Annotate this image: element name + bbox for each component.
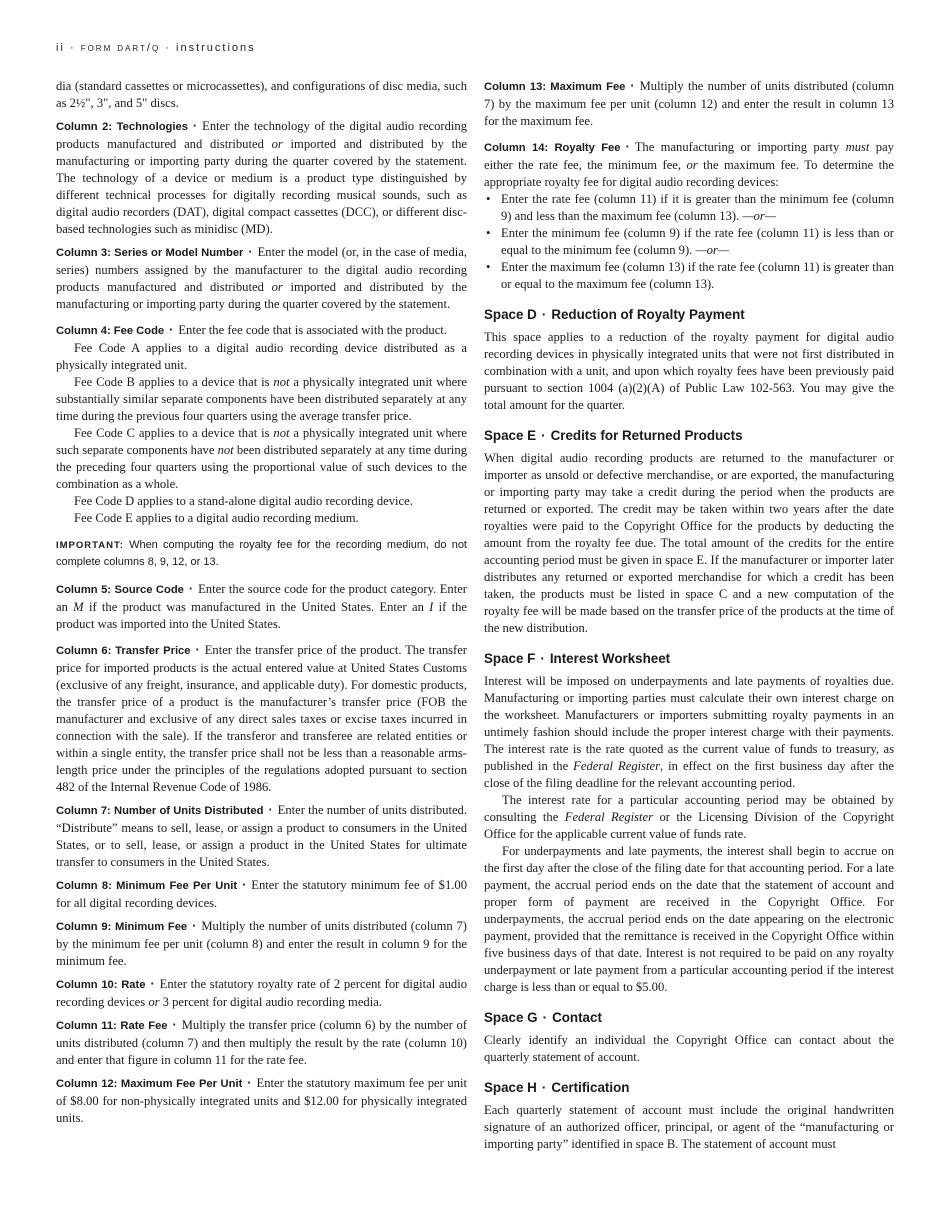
- important-note: IMPORTANT: When computing the royalty fee for the recording medium, do not complete columns 8, 9, 12, or 13.: [56, 539, 467, 568]
- column-7-entry: Column 7: Number of Units Distributed · Enter the number of units distributed. “Distribute” means to sell, lease, or assign a product to consumers in the United States, or to sell, lease, or assign a product in the United States for ultimate transfer to consumers in the United States.: [56, 803, 468, 869]
- fee-code-e: Fee Code E applies to a digital audio recording medium.: [74, 511, 359, 525]
- important-label: IMPORTANT:: [56, 540, 124, 551]
- column-9-label: Column 9: Minimum Fee: [56, 921, 188, 933]
- space-d-text: This space applies to a reduction of the royalty payment for digital audio recording devices in physically integrated units that were not first distributed in combination with a unit, and upon which royalty fees have been previously paid pursuant to section 1004 (a)(2)(A) of Public Law 102-563. You may give the total amount for the quarter.: [484, 330, 894, 412]
- column-14-label: Column 14: Royalty Fee: [484, 142, 621, 154]
- column-11-label: Column 11: Rate Fee: [56, 1020, 168, 1032]
- fee-code-d: Fee Code D applies to a stand-alone digital audio recording device.: [74, 494, 413, 508]
- column-14-entry: Column 14: Royalty Fee · The manufacturing or importing party must pay either the rate fee, the minimum fee, or the maximum fee. To determine the appropriate royalty fee for digital audio recording devices: • Enter the rate fee (column 11) if it is greater than the minimum fee (column 9) and less than the maximum fee (column 13). —or— • Enter the minimum fee (column 9) if the rate fee (column 11) is less than or equal to the minimum fee (column 9). —or— • Enter the maximum fee (column 13) if the rate fee (column 11) is greater than or equal to the maximum fee (column 13).: [484, 139, 894, 293]
- fee-code-c: Fee Code C applies to a device that is not a physically integrated unit where such separate components have not been distributed separately at any time during the preceding four quarters using the proportional value of such devices to the combination as a whole.: [56, 426, 467, 491]
- column-4-label: Column 4: Fee Code: [56, 325, 165, 337]
- column-3-entry: Column 3: Series or Model Number · Enter the model (or, in the case of media, series) numbers assigned by the manufacturer to the digital audio recording products manufactured and distributed or imported and distributed by the manufacturing or importing party during the quarter covered by the statement.: [56, 245, 467, 311]
- column-3-label: Column 3: Series or Model Number: [56, 247, 244, 259]
- column-7-label: Column 7: Number of Units Distributed: [56, 805, 264, 817]
- page-number: ii: [56, 42, 65, 54]
- column-13-label: Column 13: Maximum Fee: [484, 81, 626, 93]
- column-5-label: Column 5: Source Code: [56, 584, 184, 596]
- column-4-entry: Column 4: Fee Code · Enter the fee code that is associated with the product. Fee Code A applies to a digital audio recording device distributed as a physically integrated unit. Fee Code B applies to a device that is not a physically integrated unit where substantially similar separate components have been distributed separately at any time during the previous four quarters using the average transfer price. Fee Code C applies to a device that is not a physically integrated unit where such separate components have not been distributed separately at any time during the preceding four quarters using the proportional value of such devices to the combination as a whole. Fee Code D applies to a stand-alone digital audio recording device. Fee Code E applies to a digital audio recording medium.: [56, 323, 467, 525]
- column-2-label: Column 2: Technologies: [56, 121, 188, 133]
- column-8-label: Column 8: Minimum Fee Per Unit: [56, 880, 238, 892]
- list-item: • Enter the minimum fee (column 9) if the rate fee (column 11) is less than or equal to the minimum fee (column 9). —or—: [484, 225, 894, 259]
- space-f-para-2: The interest rate for a particular accounting period may be obtained by consulting the Federal Register or the Licensing Division of the Copyright Office for the applicable current value of funds rate.: [484, 793, 894, 841]
- list-item: • Enter the rate fee (column 11) if it is greater than the minimum fee (column 9) and less than the maximum fee (column 13). —or—: [484, 191, 894, 225]
- running-head: ii · form dart/q · instructions: [56, 42, 256, 54]
- column-8-entry: Column 8: Minimum Fee Per Unit · Enter the statutory minimum fee of $1.00 for all digital recording devices.: [56, 878, 467, 910]
- column-10-label: Column 10: Rate: [56, 979, 146, 991]
- space-g-heading: Space G · Contact: [484, 1010, 602, 1025]
- space-h-heading: Space H · Certification: [484, 1080, 630, 1095]
- right-column: [484, 78, 894, 1153]
- space-f-para-3: For underpayments and late payments, the interest shall begin to accrue on the first day after the close of the filing date for that accounting period. For a late payment, the accrual period ends on the date that the statement of account and proper form of payment are received in the Copyright Office. For underpayments, the accrual period ends on the date appearing on the electronic payment, provided that the remittance is received in the Copyright Office within five business days of that date. Interest is not required to be paid on any royalty underpayment or late payment from a particular accounting period if the interest charge is less than or equal to $5.00.: [484, 844, 894, 994]
- column-9-entry: Column 9: Minimum Fee · Multiply the number of units distributed (column 7) by the minimum fee per unit (column 8) and enter the result in column 9 for the minimum fee.: [56, 919, 467, 968]
- column-12-label: Column 12: Maximum Fee Per Unit: [56, 1078, 243, 1090]
- royalty-fee-rules: [484, 191, 894, 293]
- intro-continuation: dia (standard cassettes or microcassettes), and configurations of disc media, such as 2½", 3", and 5" discs.: [56, 79, 467, 110]
- column-10-entry: Column 10: Rate · Enter the statutory royalty rate of 2 percent for digital audio recording devices or 3 percent for digital audio recording media.: [56, 977, 467, 1009]
- column-2-entry: Column 2: Technologies · Enter the technology of the digital audio recording products manufactured and distributed or imported and distributed by the manufacturing or importing party during the quarter covered by the statement. The technology of a device or medium is a product type distinguished by different technical processes for digitally recording musical sounds, such as digital audio recorders (DAT), digital compact cassettes (DCC), or different disc-based technologies such as minidisc (MD).: [56, 119, 467, 236]
- section-title: instructions: [176, 42, 256, 54]
- space-e-text: When digital audio recording products are returned to the manufacturer or importer as unsold or defective merchandise, or are exported, the manufacturing or importing party may take a credit during the period when the products are returned or exported. The credit may be taken within two years after the date royalties were paid to the Copyright Office for the products by deducting the amount from the royalty fee due. The total amount of the credits for the entire accounting period must be given in space E. If the manufacturer or importer later distributes any returned or exported merchandise for which a credit has been taken, the products must be listed in space C and a new computation of the royalty fee will be made based on the transfer price of the products at the time of the new distribution.: [484, 451, 894, 635]
- column-6-label: Column 6: Transfer Price: [56, 645, 191, 657]
- space-d-heading: Space D · Reduction of Royalty Payment: [484, 307, 745, 322]
- column-5-entry: Column 5: Source Code · Enter the source code for the product category. Enter an M if the product was manufactured in the United States. Enter an I if the product was imported into the United States.: [56, 582, 467, 631]
- space-h-text: Each quarterly statement of account must include the original handwritten signature of an authorized officer, principal, or agent of the “manufacturing or importing party” identified in space B. The statement of account must: [484, 1103, 894, 1151]
- space-f-para-1: Interest will be imposed on underpayments and late payments of royalties due. Manufacturing or importing parties must calculate their own interest charge on the worksheet. Manufacturers or importers submitting royalty payments in an untimely fashion should include the proper interest charge with their payments. The interest rate is the rate quoted as the current value of funds to treasury, as published in the Federal Register, in effect on the first business day after the close of the filing deadline for the relevant accounting period.: [484, 674, 894, 790]
- list-item: • Enter the maximum fee (column 13) if the rate fee (column 11) is greater than or equal to the maximum fee (column 13).: [484, 259, 894, 293]
- column-12-entry: Column 12: Maximum Fee Per Unit · Enter the statutory maximum fee per unit of $8.00 for non-physically integrated units and $12.00 for physically integrated units.: [56, 1076, 467, 1125]
- column-11-entry: Column 11: Rate Fee · Multiply the transfer price (column 6) by the number of units distributed (column 7) and then multiply the result by the rate (column 10) and enter that figure in column 11 for the rate fee.: [56, 1018, 467, 1067]
- space-f-heading: Space F · Interest Worksheet: [484, 651, 671, 666]
- fee-code-a: Fee Code A applies to a digital audio recording device distributed as a physically integrated unit.: [56, 341, 467, 372]
- form-title: form dart/q: [80, 42, 161, 54]
- column-6-entry: Column 6: Transfer Price · Enter the transfer price of the product. The transfer price for imported products is the actual entered value at United States Customs (exclusive of any freight, insurance, and applicable duty). For domestic products, the transfer price of a product is the manufacturer’s transfer price (FOB the manufacturer and exclusive of any direct sales taxes or excise taxes incurred in connection with the sale). If the transferor and transferee are related entities or within a single entity, the transfer price shall not be less than a reasonable arms-length price under the principles of the regulations adopted pursuant to section 482 of the Internal Revenue Code of 1986.: [56, 643, 467, 794]
- space-g-text: Clearly identify an individual the Copyright Office can contact about the quarterly statement of account.: [484, 1033, 894, 1064]
- space-e-heading: Space E · Credits for Returned Products: [484, 428, 743, 443]
- fee-code-b: Fee Code B applies to a device that is not a physically integrated unit where substantially similar separate components have been distributed separately at any time during the previous four quarters using the average transfer price.: [56, 375, 467, 423]
- column-13-entry: Column 13: Maximum Fee · Multiply the number of units distributed (column 7) by the maximum fee per unit (column 12) and enter the result in column 13 for the maximum fee.: [484, 79, 894, 128]
- left-column: [56, 78, 467, 1133]
